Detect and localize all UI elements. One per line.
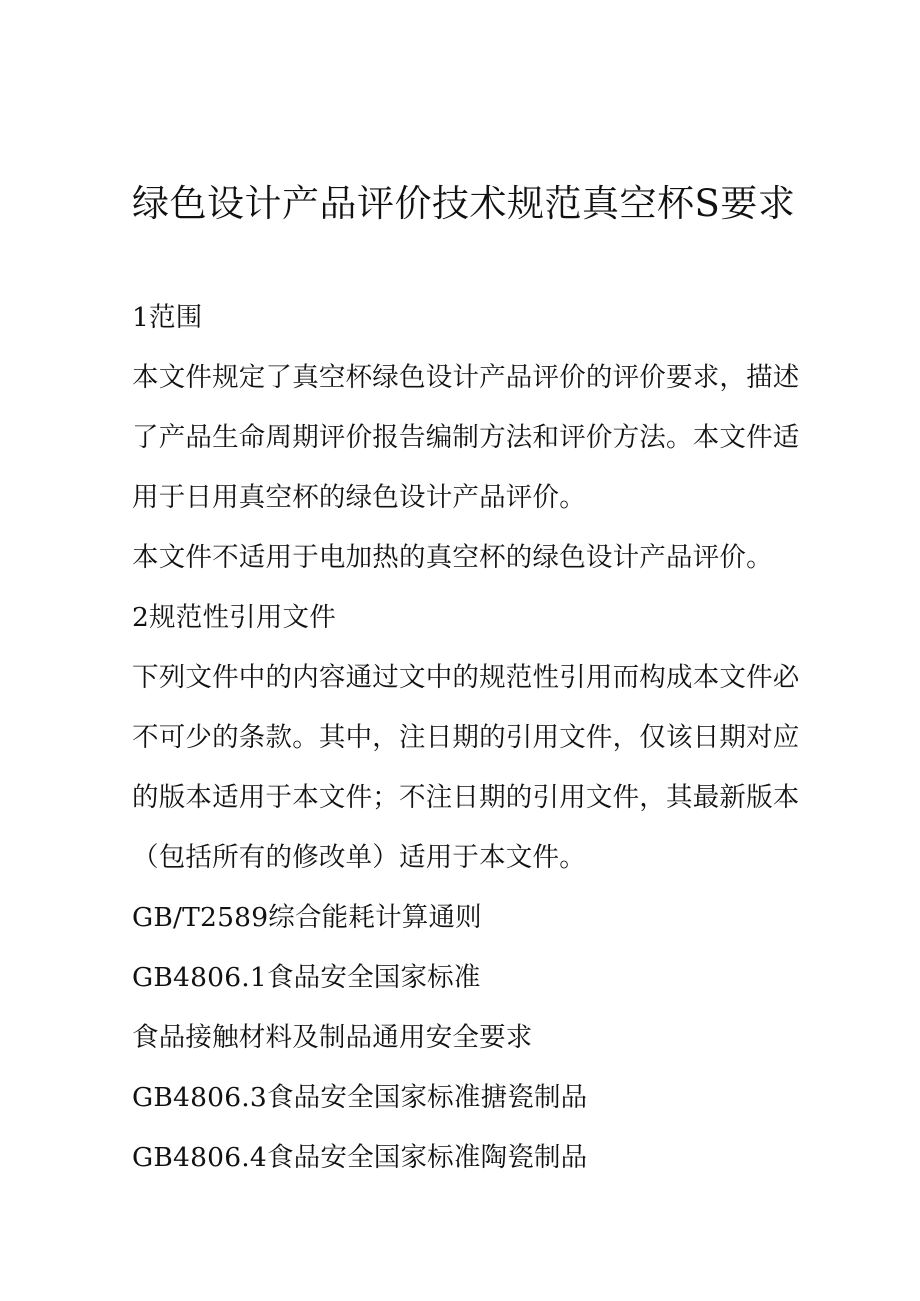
paragraph-line: 本文件不适用于电加热的真空杯的绿色设计产品评价。 [132, 542, 773, 573]
section-heading-scope: 1范围 [132, 302, 203, 333]
document-title: 绿色设计产品评价技术规范真空杯S要求 [132, 182, 796, 225]
reference-item: GB/T2589综合能耗计算通则 [132, 902, 482, 933]
reference-item: GB4806.4食品安全国家标准陶瓷制品 [132, 1142, 588, 1173]
paragraph-line: 的版本适用于本文件；不注日期的引用文件，其最新版本 [132, 782, 800, 813]
paragraph-line: 下列文件中的内容通过文中的规范性引用而构成本文件必 [132, 662, 800, 693]
section-heading-references: 2规范性引用文件 [132, 602, 336, 633]
paragraph-line: 不可少的条款。其中，注日期的引用文件，仅该日期对应 [132, 722, 800, 753]
reference-item: 食品接触材料及制品通用安全要求 [132, 1022, 533, 1053]
paragraph-line: （包括所有的修改单）适用于本文件。 [132, 842, 586, 873]
reference-item: GB4806.1食品安全国家标准 [132, 962, 481, 993]
paragraph-line: 本文件规定了真空杯绿色设计产品评价的评价要求，描述 [132, 362, 800, 393]
paragraph-line: 了产品生命周期评价报告编制方法和评价方法。本文件适 [132, 422, 800, 453]
reference-item: GB4806.3食品安全国家标准搪瓷制品 [132, 1082, 588, 1113]
paragraph-line: 用于日用真空杯的绿色设计产品评价。 [132, 482, 586, 513]
